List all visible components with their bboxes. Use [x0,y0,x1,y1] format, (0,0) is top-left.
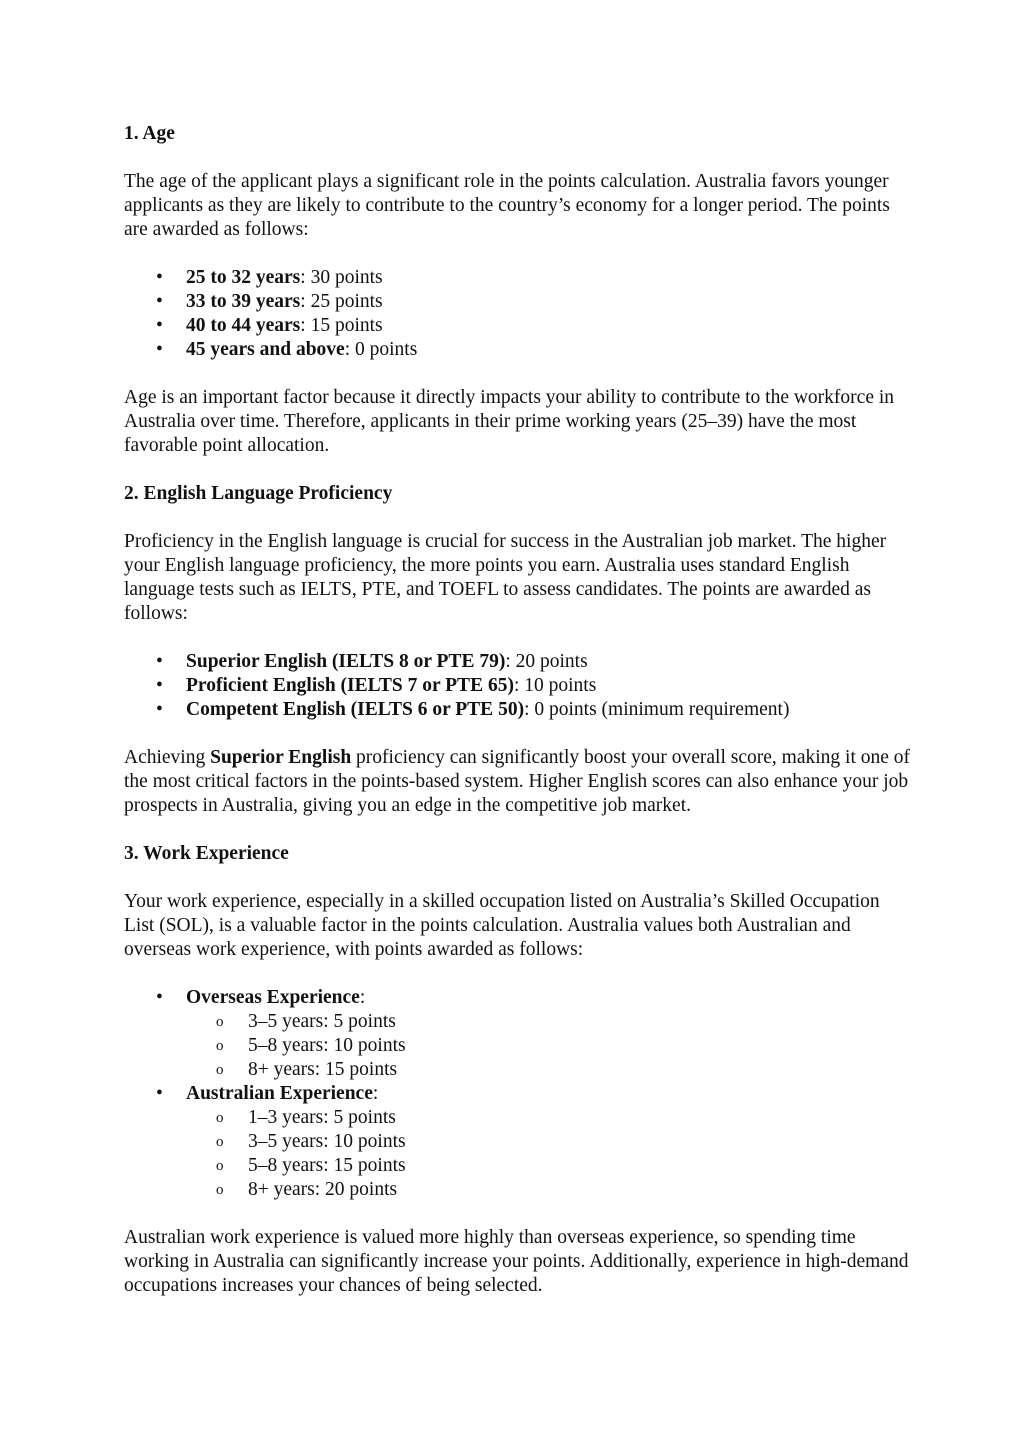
list-item-australian [124,1082,914,1202]
circle-bullet-icon: o [216,1134,224,1150]
list-item [124,650,914,674]
section-heading-work: 3. Work Experience [124,843,289,864]
sub-list-item [186,1178,914,1202]
bullet-icon: • [156,291,163,312]
sub-list-item-text: 3–5 years: 10 points [248,1131,406,1152]
list-item [124,314,914,338]
circle-bullet-icon: o [216,1110,224,1126]
list-item-value: : 30 points [300,267,383,288]
list-item-label: Overseas Experience [186,987,360,1008]
sub-list-item-text: 1–3 years: 5 points [248,1107,396,1128]
list-item-value: : 10 points [513,675,597,696]
list-item-value: : 20 points [505,651,588,672]
sub-list-item [186,1154,914,1178]
work-intro-paragraph: Your work experience, especially in a skilled occupation listed on Australia’s Skilled Occupation List (SOL), is a valuable factor in the points calculation. Australia values both Australian and overseas work experience, with points awarded as follows: [124,891,880,960]
list-item-suffix: : [359,987,366,1008]
overseas-sublist [186,1010,914,1082]
list-item [124,266,914,290]
sub-list-item-text: 8+ years: 20 points [248,1179,398,1200]
english-points-list [124,650,914,722]
list-item-label: Proficient English (IELTS 7 or PTE 65) [186,675,514,696]
sub-list-item [186,1034,914,1058]
list-item [124,290,914,314]
sub-list-item [186,1130,914,1154]
sub-list-item-text: 5–8 years: 10 points [248,1035,406,1056]
bullet-icon: • [156,339,163,360]
australian-sublist [186,1106,914,1202]
list-item-label: Superior English (IELTS 8 or PTE 79) [186,651,506,672]
list-item [124,698,914,722]
list-item-label: 40 to 44 years [186,315,301,336]
list-item-value: : 0 points [344,339,418,360]
bullet-icon: • [156,675,163,696]
bullet-icon: • [156,1083,163,1104]
circle-bullet-icon: o [216,1038,224,1054]
english-intro-paragraph: Proficiency in the English language is crucial for success in the Australian job market. The higher your English language proficiency, the more points you earn. Australia uses standard English language tests such as IELTS, PTE, and TOEFL to assess candidates. The points are awarded as follows: [124,531,887,624]
list-item-value: : 25 points [300,291,383,312]
bullet-icon: • [156,267,163,288]
sub-list-item-text: 8+ years: 15 points [248,1059,398,1080]
english-outro-post: proficiency can significantly boost your overall score, making it one of the most critical factors in the points-based system. Higher English scores can also enhance your job prospects in Australia, giving you an edge in the competitive job market. [124,747,911,816]
sub-list-item-text: 3–5 years: 5 points [248,1011,396,1032]
list-item-label: 25 to 32 years [186,267,301,288]
sub-list-item [186,1106,914,1130]
age-points-list [124,266,914,362]
list-item-label: Australian Experience [186,1083,373,1104]
document-page [124,122,914,1322]
english-outro-paragraph [124,746,914,818]
section-heading-age: 1. Age [124,123,175,144]
age-outro-paragraph: Age is an important factor because it directly impacts your ability to contribute to the workforce in Australia over time. Therefore, applicants in their prime working years (25–39) have the most favorable point allocation. [124,387,895,456]
sub-list-item [186,1010,914,1034]
circle-bullet-icon: o [216,1062,224,1078]
work-outro-paragraph: Australian work experience is valued more highly than overseas experience, so spending time working in Australia can significantly increase your points. Additionally, experience in high-demand occupations increases your chances of being selected. [124,1227,909,1296]
list-item [124,674,914,698]
english-outro-bold: Superior English [210,747,352,768]
circle-bullet-icon: o [216,1182,224,1198]
circle-bullet-icon: o [216,1158,224,1174]
bullet-icon: • [156,315,163,336]
list-item-overseas [124,986,914,1082]
list-item-label: Competent English (IELTS 6 or PTE 50) [186,699,525,720]
age-intro-paragraph: The age of the applicant plays a significant role in the points calculation. Australia favors younger applicants as they are likely to contribute to the country’s economy for a longer period. The points are awarded as follows: [124,171,890,240]
list-item-label: 33 to 39 years [186,291,301,312]
list-item [124,338,914,362]
bullet-icon: • [156,699,163,720]
section-heading-english: 2. English Language Proficiency [124,483,393,504]
sub-list-item [186,1058,914,1082]
bullet-icon: • [156,987,163,1008]
list-item-label: 45 years and above [186,339,345,360]
list-item-value: : 15 points [300,315,383,336]
bullet-icon: • [156,651,163,672]
list-item-value: : 0 points (minimum requirement) [524,699,790,720]
list-item-suffix: : [372,1083,379,1104]
work-points-list [124,986,914,1202]
sub-list-item-text: 5–8 years: 15 points [248,1155,406,1176]
circle-bullet-icon: o [216,1014,224,1030]
english-outro-pre: Achieving [124,747,211,768]
